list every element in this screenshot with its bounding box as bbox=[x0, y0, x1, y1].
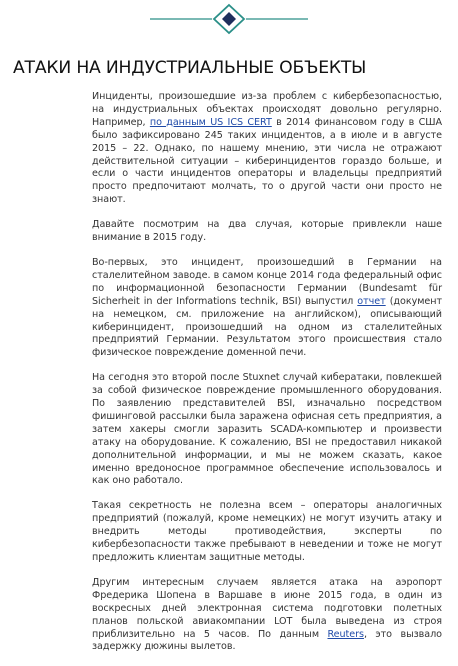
link-reuters[interactable]: Reuters bbox=[327, 628, 364, 640]
text-segment: Давайте посмотрим на два случая, которые привлекли наше внимание в 2015 году. bbox=[92, 219, 442, 244]
text-segment: в 2014 финансовом году в США было зафиксировано 245 таких инцидентов, а в июле и в августе 2015 – 22. Однако, по нашему мнению, эти числа не отражают действительной ситуации – киберинцидентов гораздо больше, и если о части инцидентов операторы и владельцы предприятий просто предпочитают молчать, то о другой части они просто не знают. bbox=[92, 116, 442, 206]
header-ornament bbox=[0, 0, 458, 40]
ornament-diamond-inner bbox=[222, 12, 236, 26]
text-segment: (документ на немецком, см. приложение на английском), описывающий киберинцидент, произошедший на одном из сталелитейных предприятий Германии. Результатом этого происшествия стало физическое повреждение доменной печи. bbox=[92, 295, 442, 359]
link-bsi-report[interactable]: отчет bbox=[357, 295, 386, 307]
paragraph-german-steel-mill bbox=[92, 257, 442, 360]
link-us-ics-cert[interactable]: по данным US ICS CERT bbox=[149, 116, 272, 128]
paragraph-stuxnet-comparison bbox=[92, 372, 442, 488]
text-segment: , это вызвало задержку дюжины вылетов. bbox=[92, 628, 442, 653]
paragraph-two-cases bbox=[92, 219, 442, 245]
text-segment: Инциденты, произошедшие из-за проблем с кибербезопасностью, на индустриальных объектах происходят довольно регулярно. Например, bbox=[92, 91, 442, 128]
text-segment: Такая секретность не полезна всем – операторы аналогичных предприятий (пожалуй, кроме немецких) не могут изучить атаку и внедрить методы противодействия, эксперты по кибербезопасности также пребывают в неведении и тоже не могут предложить клиентам защитные методы. bbox=[92, 500, 442, 563]
text-segment: Во-первых, это инцидент, произошедший в Германии на сталелитейном заводе. в самом конце 2014 года федеральный офис по информационной безопасности Германии (Bundesamt für Sicherheit in der Informations technik, BSI) выпустил bbox=[92, 256, 442, 307]
paragraph-intro bbox=[92, 91, 442, 207]
paragraph-warsaw-airport bbox=[92, 577, 442, 654]
page-title: АТАКИ НА ИНДУСТРИАЛЬНЫЕ ОБЪЕКТЫ bbox=[13, 58, 367, 78]
text-segment: Другим интересным случаем является атака на аэропорт Фредерика Шопена в Варшаве в июне 2015 года, в один из воскресных дней электронная система подготовки полетных планов польской авиакомпании LOT была выведена из строя приблизительно на 5 часов. По данным bbox=[92, 576, 442, 640]
text-segment: На сегодня это второй после Stuxnet случай кибератаки, повлекшей за собой физическое повреждение промышленного оборудования. По заявлению представителей BSI, изначально посредством фишинговой рассылки была заражена офисная сеть предприятия, а затем хакеры смогли заразить SCADA-компьютер и произвести атаку на оборудование. К сожалению, BSI не предоставил никакой дополнительной информации, и мы не можем сказать, какое именно вредоносное программное обеспечение использовалось и как оно работало. bbox=[92, 372, 442, 487]
paragraph-secrecy bbox=[92, 500, 442, 565]
article-body bbox=[92, 91, 442, 666]
